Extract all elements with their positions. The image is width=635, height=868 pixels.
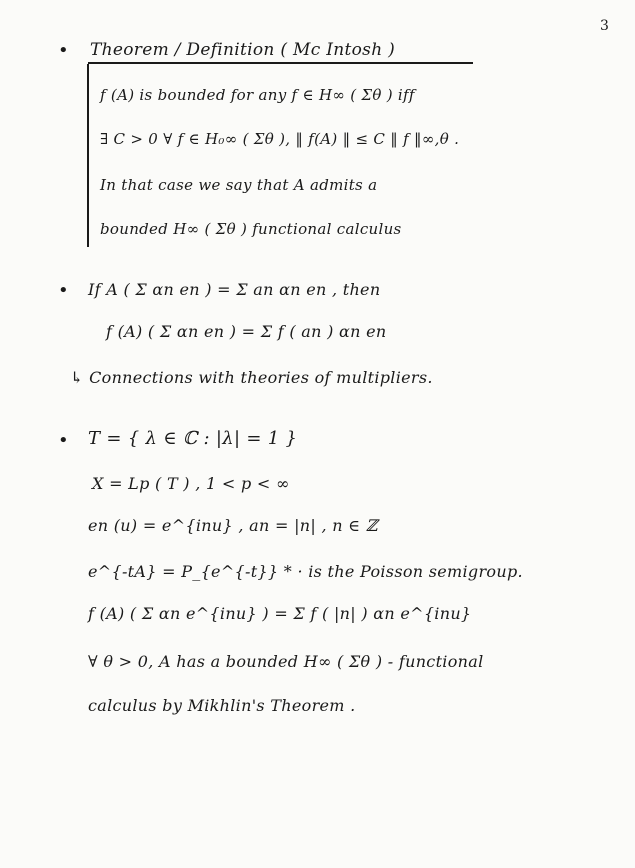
bullet-1: • — [58, 40, 69, 61]
section2-line-1: If A ( Σ αn en ) = Σ an αn en , then — [88, 280, 381, 299]
section2-line-2: f (A) ( Σ αn en ) = Σ f ( an ) αn en — [106, 322, 387, 341]
title-underline — [88, 62, 473, 64]
section3-line-7: calculus by Mikhlin's Theorem . — [88, 696, 356, 715]
section3-line-5: f (A) ( Σ αn e^{inu} ) = Σ f ( |n| ) αn e^{inu} — [88, 604, 472, 623]
bullet-2: • — [58, 280, 69, 301]
section2-line-3: ↳ Connections with theories of multipliers. — [70, 368, 433, 387]
section3-line-3: en (u) = e^{inu} , an = |n| , n ∈ ℤ — [88, 516, 378, 535]
bullet-3: • — [58, 430, 69, 451]
definition-line-1: f (A) is bounded for any f ∈ H∞ ( Σθ ) iff — [100, 86, 415, 104]
definition-line-3: In that case we say that A admits a — [100, 176, 378, 194]
section3-line-4: e^{-tA} = P_{e^{-t}} * · is the Poisson semigroup. — [88, 562, 523, 581]
section3-line-1: T = { λ ∈ ℂ : |λ| = 1 } — [88, 428, 298, 449]
definition-line-2: ∃ C > 0 ∀ f ∈ H₀∞ ( Σθ ), ‖ f(A) ‖ ≤ C ‖ f ‖∞,θ . — [100, 130, 460, 148]
section3-line-2: X = Lp ( T ) , 1 < p < ∞ — [92, 474, 290, 493]
section3-line-6: ∀ θ > 0, A has a bounded H∞ ( Σθ ) - functional — [88, 652, 484, 671]
theorem-title: Theorem / Definition ( Mc Intosh ) — [90, 40, 396, 60]
definition-box-bar — [87, 64, 89, 247]
definition-line-4: bounded H∞ ( Σθ ) functional calculus — [100, 220, 402, 238]
page-number: 3 — [600, 18, 609, 34]
